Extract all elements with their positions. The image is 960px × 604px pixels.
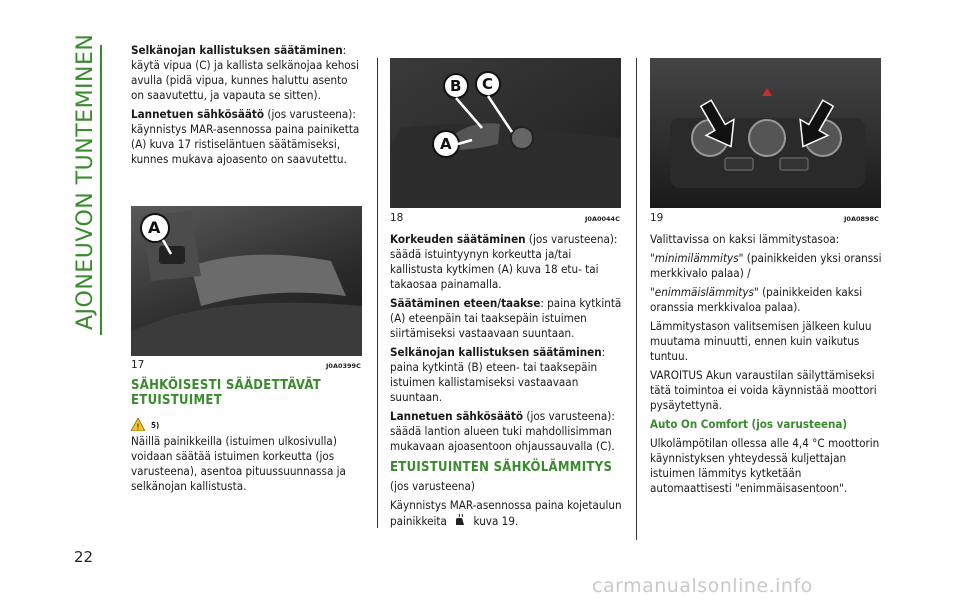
paragraph-lumbar-power — [390, 409, 622, 454]
term-lumbar-power: Lannetuen sähkösäätö — [390, 409, 524, 423]
column-3 — [650, 232, 882, 500]
paragraph-warning: VAROITUS Akun varaustilan säilyttämiseksi tätä toimintoa ei voida käynnistää moottori pysäytettynä. — [650, 368, 877, 412]
paragraph-lumbar — [131, 107, 363, 167]
seat-heater-icon — [453, 513, 467, 527]
term-max-heat: enimmäislämmitys — [654, 285, 754, 299]
paragraph-height — [390, 232, 622, 292]
paragraph-heating-start — [390, 498, 622, 529]
figure-17-number: 17 — [131, 359, 145, 371]
paragraph-min-heat — [650, 251, 882, 281]
figure-18-label-c: C — [482, 75, 494, 93]
column-divider-2 — [636, 58, 637, 540]
warning-row — [131, 412, 363, 434]
quote-open-min: " — [650, 251, 655, 265]
subheading-auto-comfort: Auto On Comfort (jos varusteena) — [650, 417, 848, 431]
column-1 — [131, 43, 363, 171]
column-divider-1 — [377, 58, 378, 528]
text-recline: : paina kytkintä (B) eteen- tai taaksepäin istuimen kallistamiseksi vastaavaan suuntaan. — [390, 345, 606, 404]
figure-19-code: J0A0898C — [844, 215, 879, 223]
text-figure-ref: kuva 19. — [473, 514, 519, 528]
quote-open-max: " — [650, 285, 655, 299]
paragraph-auto-comfort: Ulkolämpötilan ollessa alle 4,4 °C moottorin käynnistyksen yhteydessä kuljettajan istuimen lämmitys kytketään automaattisesti "enimmäisasentoon". — [650, 436, 880, 495]
text-lumbar: (jos varusteena): käynnistys MAR-asennossa paina painiketta (A) kuva 17 ristiseläntuen säätämiseksi, kunnes mukava ajoasento on saavutettu. — [131, 107, 360, 166]
text-fore-aft: : paina kytkintä (A) eteenpäin tai taaksepäin istuimen siirtämiseksi vastaavaan suuntaan. — [390, 296, 622, 340]
paragraph-backrest — [131, 43, 363, 103]
paragraph-power-seats: Näillä painikkeilla (istuimen ulkosivulla) voidaan säätää istuimen korkeutta (jos varusteena), asentoa pituussuunnassa ja selkänojan kallistusta. — [131, 434, 346, 493]
text-heating-start: Käynnistys MAR-asennossa paina kojetaulun painikkeita — [390, 498, 622, 528]
figure-17-photo — [131, 206, 362, 356]
figure-17-code: J0A0399C — [326, 362, 361, 370]
heading-power-seats: SÄHKÖISESTI SÄÄDETTÄVÄT ETUISTUIMET — [131, 378, 322, 408]
figure-18-label-b: B — [450, 77, 462, 95]
paragraph-recline — [390, 345, 622, 405]
warning-icon — [131, 418, 145, 431]
figure-19-number: 19 — [650, 212, 664, 224]
text-min-heat: " (painikkeiden yksi oranssi merkkivalo palaa) / — [650, 251, 882, 280]
column-2 — [390, 232, 622, 533]
warning-ref: 5) — [151, 421, 160, 430]
paragraph-max-heat — [650, 285, 882, 315]
figure-17-label: A — [148, 218, 161, 237]
page-number: 22 — [74, 548, 94, 566]
text-height: (jos varusteena): säädä istuintyynyn korkeutta ja/tai kallistusta kytkimen (A) kuva 18 etu- tai takaosaa painamalla. — [390, 232, 618, 291]
section-title: AJONEUVON TUNTEMINEN — [73, 33, 98, 330]
term-min-heat: minimilämmitys — [654, 251, 739, 265]
term-lumbar: Lannetuen sähkösäätö — [131, 107, 265, 121]
term-height: Korkeuden säätäminen — [390, 232, 526, 246]
text-max-heat: " (painikkeiden kaksi oranssia merkkivaloa palaa). — [650, 285, 863, 314]
watermark: carmanualsonline.info — [592, 575, 813, 597]
text-backrest: : käytä vipua (C) ja kallista selkänojaa kehosi avulla (pidä vipua, kunnes haluttu asento on saavutettu, ja vapauta se sitten). — [131, 43, 360, 102]
figure-18-photo — [390, 58, 621, 208]
column-1-lower — [131, 378, 363, 498]
paragraph-optional: (jos varusteena) — [390, 479, 475, 493]
heading-seat-heating: ETUISTUINTEN SÄHKÖLÄMMITYS — [390, 460, 613, 475]
svg-text:!: ! — [136, 422, 140, 431]
figure-18-label-a: A — [440, 135, 452, 153]
term-fore-aft: Säätäminen eteen/taakse — [390, 296, 541, 310]
paragraph-levels: Valittavissa on kaksi lämmitystasoa: — [650, 232, 840, 246]
term-recline: Selkänojan kallistuksen säätäminen — [390, 345, 602, 359]
paragraph-fore-aft — [390, 296, 622, 341]
section-rule — [100, 45, 102, 335]
term-backrest: Selkänojan kallistuksen säätäminen — [131, 43, 343, 57]
figure-18-number: 18 — [390, 212, 404, 224]
figure-19-photo — [650, 58, 881, 208]
text-lumbar-power: (jos varusteena): säädä lantion alueen tuki mahdollisimman mukavaan ajoasentoon ohjaussauvalla (C). — [390, 409, 615, 453]
paragraph-delay: Lämmitystason valitsemisen jälkeen kuluu muutama minuutti, ennen kuin vaikutus tuntuu. — [650, 319, 872, 363]
figure-18-code: J0A0044C — [585, 215, 620, 223]
